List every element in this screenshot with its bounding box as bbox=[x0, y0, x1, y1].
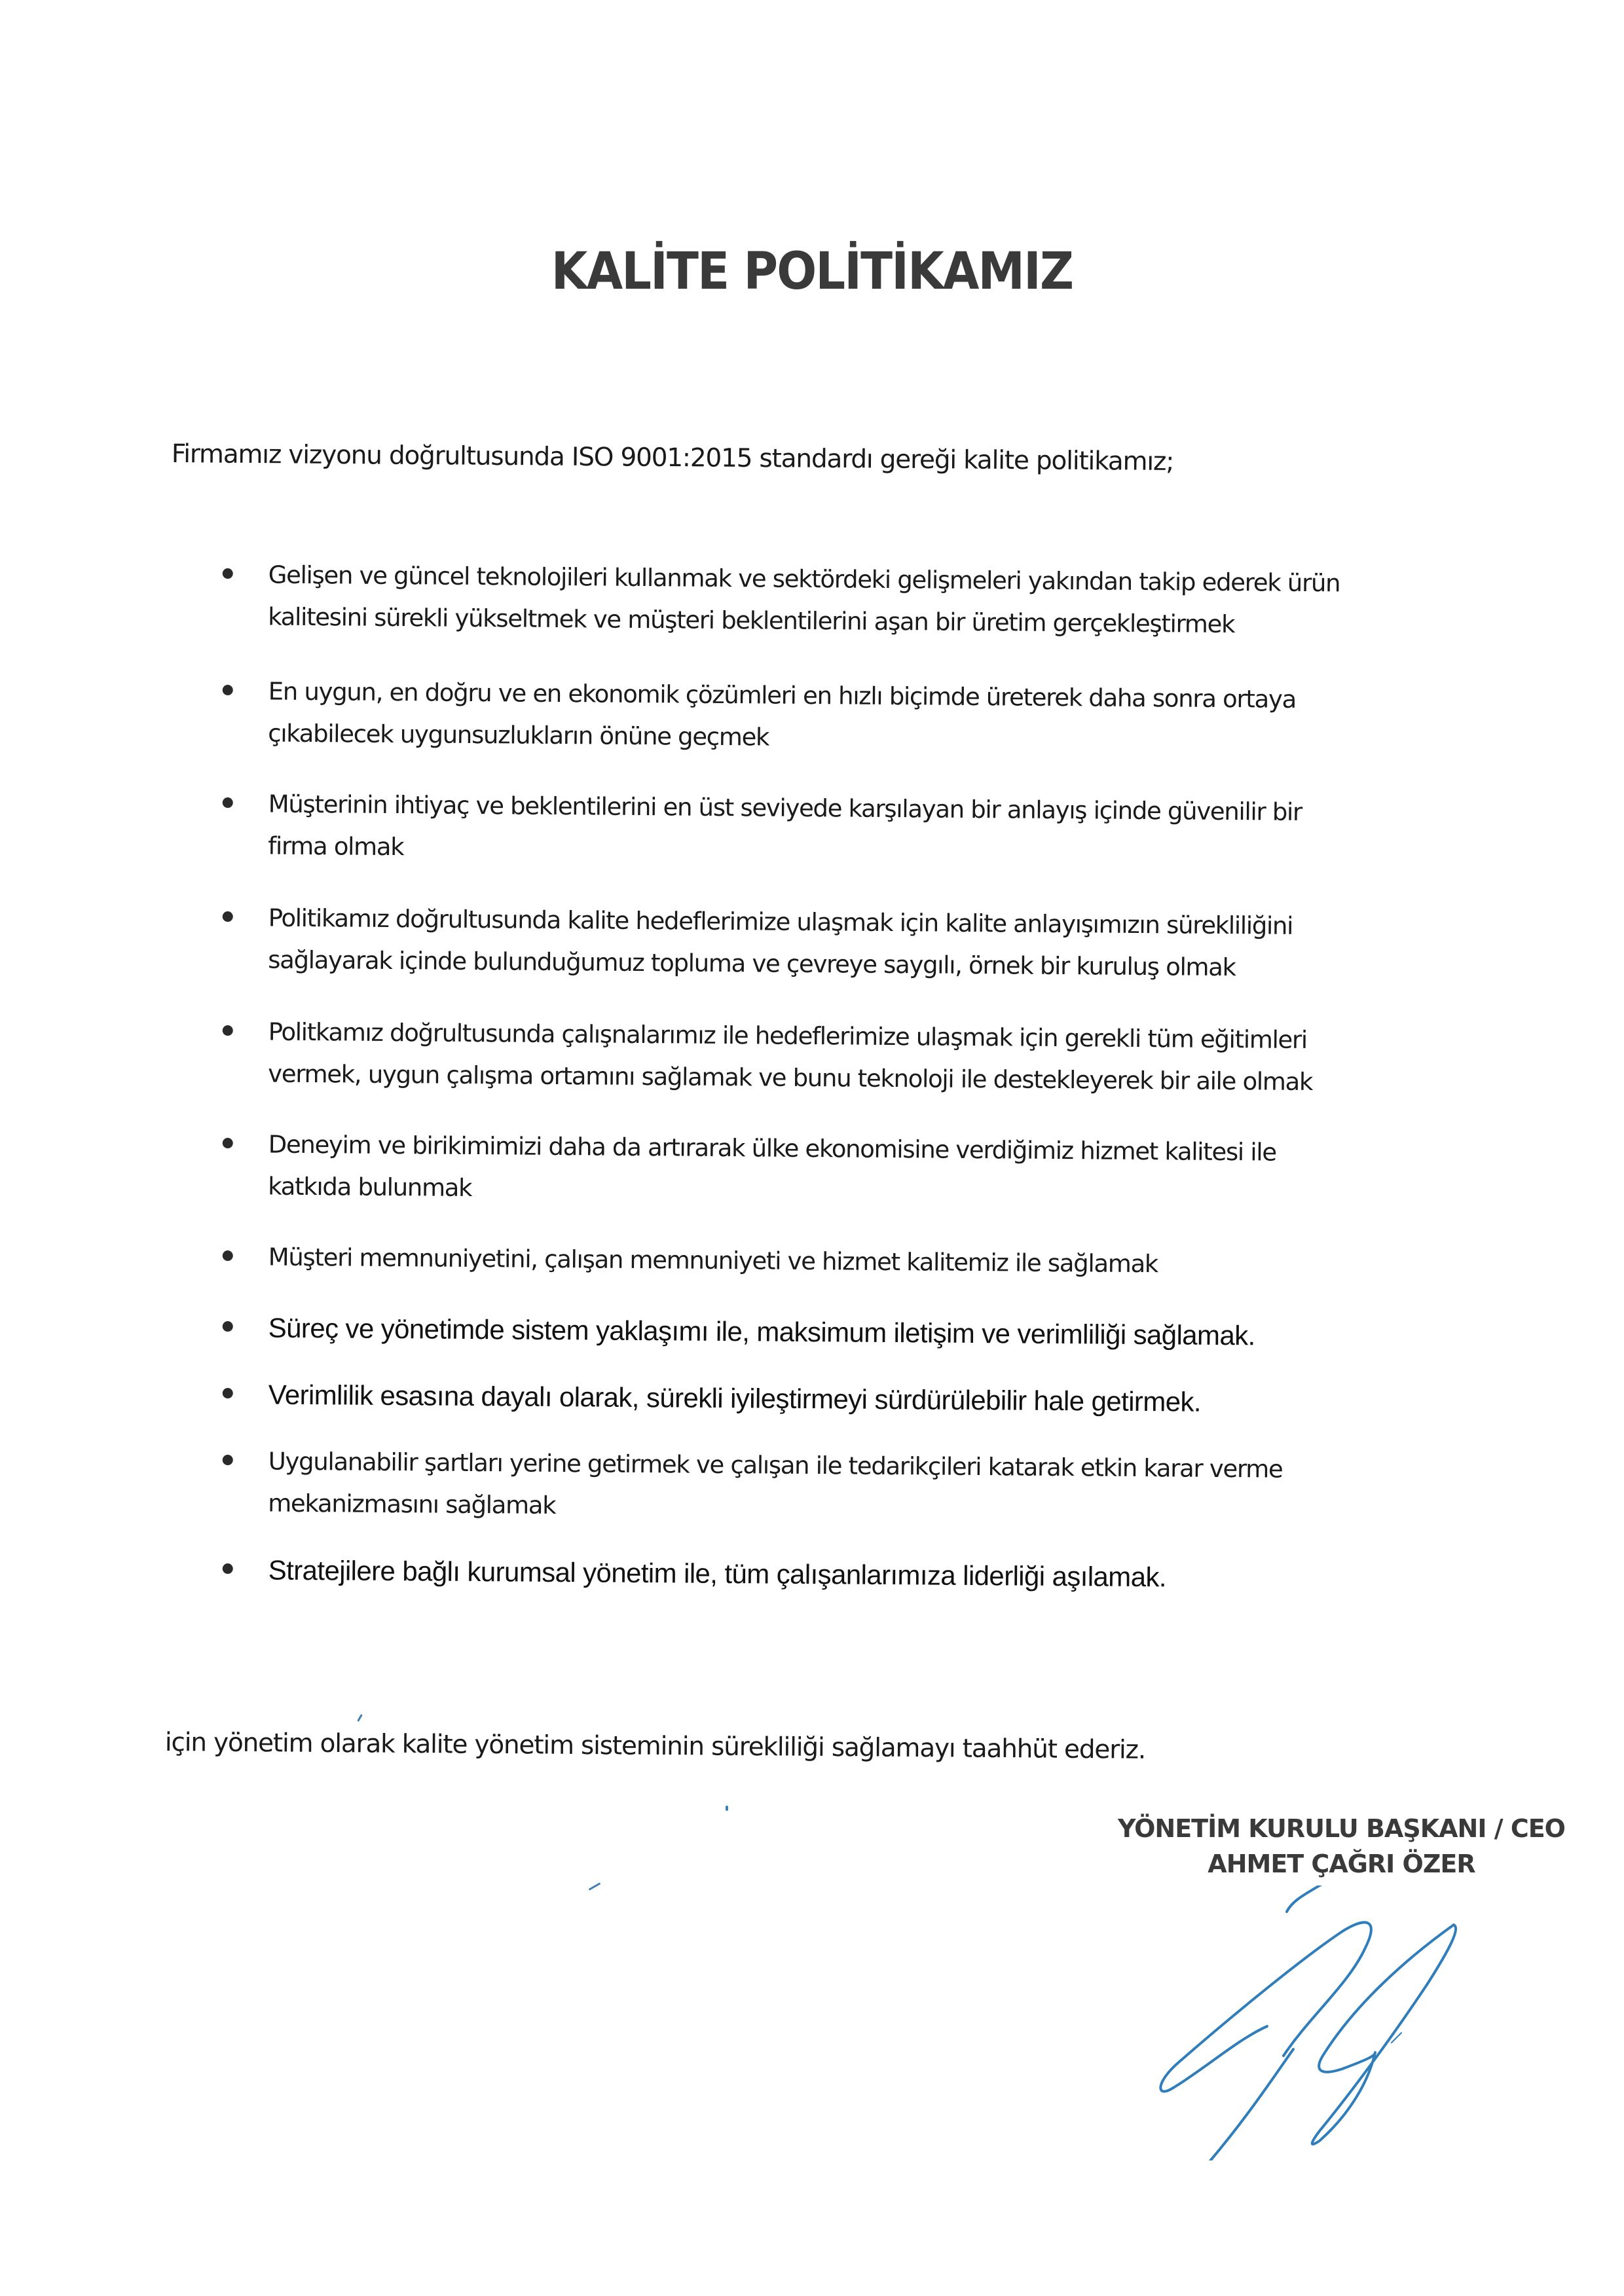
policy-text-line: sağlayarak içinde bulunduğumuz topluma ve çevreye saygılı, örnek bir kuruluş olmak bbox=[268, 945, 1236, 982]
policy-text-line: Stratejilere bağlı kurumsal yönetim ile, tüm çalışanlarımıza liderliği aşılamak. bbox=[268, 1554, 1167, 1593]
policy-text-line: mekanizmasını sağlamak bbox=[268, 1489, 556, 1520]
signature-stroke bbox=[1205, 2049, 1293, 2160]
ink-speck bbox=[726, 1806, 728, 1811]
policy-text-line: vermek, uygun çalışma ortamını sağlamak ve bunu teknoloji ile destekleyerek bir aile olmak bbox=[268, 1059, 1313, 1097]
policy-item bbox=[222, 1549, 1440, 1601]
policy-item bbox=[222, 1374, 1440, 1425]
intro-paragraph: Firmamız vizyonu doğrultusunda ISO 9001:2015 standardı gereği kalite politikamız; bbox=[171, 439, 1174, 477]
policy-text-line: Uygulanabilir şartları yerine getirmek ve çalışan ile tedarikçileri katarak etkin karar verme bbox=[268, 1447, 1283, 1484]
bullet-icon bbox=[223, 1025, 233, 1036]
policy-item bbox=[222, 1440, 1441, 1534]
bullet-icon bbox=[223, 1138, 233, 1148]
signature-block bbox=[1118, 1811, 1565, 1882]
policy-item bbox=[222, 783, 1441, 877]
handwritten-signature bbox=[1153, 1886, 1493, 2160]
policy-item bbox=[222, 1236, 1440, 1288]
policy-text-line: katkıda bulunmak bbox=[268, 1172, 472, 1202]
policy-item bbox=[222, 897, 1441, 991]
page-title: KALİTE POLİTİKAMIZ bbox=[551, 242, 1073, 302]
policy-item bbox=[222, 670, 1441, 764]
policy-text-line: Gelişen ve güncel teknolojileri kullanmak ve sektördeki gelişmeleri yakından takip ederek ürün bbox=[268, 560, 1340, 598]
policy-text-line: Verimlilik esasına dayalı olarak, sürekli iyileştirmeyi sürdürülebilir hale getirmek. bbox=[268, 1379, 1202, 1417]
policy-text-line: Politikamız doğrultusunda kalite hedeflerimize ulaşmak için kalite anlayışımızın sürekliliğini bbox=[268, 903, 1293, 940]
bullet-icon bbox=[223, 911, 233, 922]
bullet-icon bbox=[223, 1321, 233, 1332]
closing-paragraph: için yönetim olarak kalite yönetim sisteminin sürekliliği sağlamayı taahhüt ederiz. bbox=[164, 1728, 1146, 1765]
policy-text-line: Politkamız doğrultusunda çalışnalarımız ile hedeflerimize ulaşmak için gerekli tüm eğitimleri bbox=[268, 1017, 1308, 1055]
policy-text-line: En uygun, en doğru ve en ekonomik çözümleri en hızlı biçimde üreterek daha sonra ortaya bbox=[268, 677, 1297, 714]
signature-stroke bbox=[1287, 1886, 1333, 1912]
policy-text-line: Deneyim ve birikimimizi daha da artırarak ülke ekonomisine verdiğimiz hizmet kalitesi ile bbox=[268, 1130, 1276, 1167]
signatory-name: AHMET ÇAĞRI ÖZER bbox=[1208, 1850, 1475, 1878]
policy-item bbox=[222, 1011, 1441, 1104]
policy-item bbox=[222, 1123, 1441, 1217]
bullet-icon bbox=[223, 568, 233, 579]
policy-text-line: Müşteri memnuniyetini, çalışan memnuniyeti ve hizmet kalitemiz ile sağlamak bbox=[268, 1243, 1158, 1279]
policy-item bbox=[222, 554, 1441, 647]
bullet-icon bbox=[223, 1455, 233, 1465]
policy-text-line: çıkabilecek uygunsuzlukların önüne geçmek bbox=[268, 719, 769, 752]
policy-text-line: Süreç ve yönetimde sistem yaklaşımı ile, maksimum iletişim ve verimliliği sağlamak. bbox=[268, 1312, 1255, 1351]
policy-item bbox=[222, 1307, 1440, 1358]
bullet-icon bbox=[223, 1250, 233, 1261]
signature-stroke bbox=[1312, 1925, 1456, 2144]
bullet-icon bbox=[223, 1563, 233, 1574]
policy-text-line: firma olmak bbox=[268, 831, 404, 862]
policy-text-line: Müşterinin ihtiyaç ve beklentilerini en üst seviyede karşılayan bir anlayış içinde güvenilir bir bbox=[268, 790, 1302, 826]
signatory-role: YÖNETİM KURULU BAŞKANI / CEO bbox=[1117, 1814, 1565, 1843]
bullet-icon bbox=[223, 685, 233, 695]
signature-stroke bbox=[1160, 1922, 1371, 2091]
bullet-icon bbox=[223, 797, 233, 808]
bullet-icon bbox=[223, 1388, 233, 1398]
policy-text-line: kalitesini sürekli yükseltmek ve müşteri beklentilerini aşan bir üretim gerçekleştirmek bbox=[268, 602, 1235, 639]
